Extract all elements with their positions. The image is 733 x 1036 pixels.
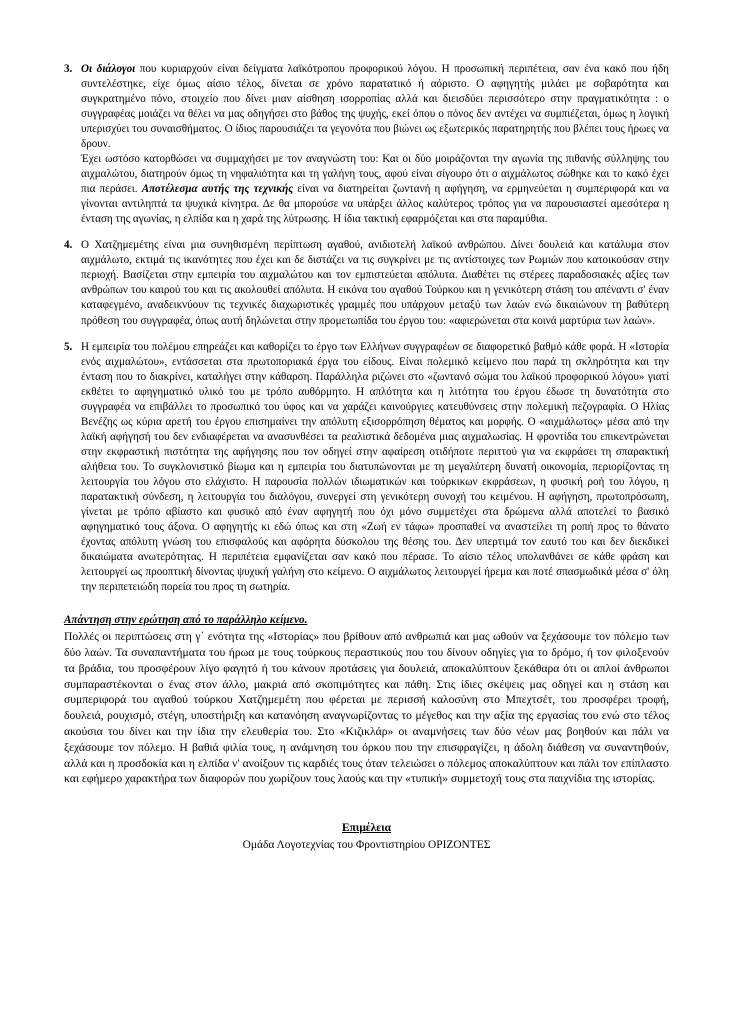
item-body-4	[81, 238, 669, 328]
footer-title: Επιμέλεια	[341, 822, 392, 835]
numbered-item-4	[64, 238, 669, 328]
item-number-3: 3.	[64, 63, 73, 75]
numbered-item-3	[64, 62, 669, 227]
document-footer	[64, 820, 669, 854]
paragraph-3-1	[81, 62, 669, 152]
document-content	[64, 62, 669, 854]
paragraph-3-2-head: Έχει ωστόσο κατορθώσει να συμμαχήσει με τον αναγνώστη του: Και οι δύο μοιράζονται την αγωνία της πιθανής σύλληψης του αιχμαλώτου, διατηρούν όμως τη νηφαλιότητα και τη γαλήνη τους, αφού είναι σίγουρο ότι ο αιχμάλωτος σώθηκε και το κακό έχει πια περάσει.	[81, 153, 669, 196]
item-body-3	[81, 62, 669, 227]
paragraph-4-1: Ο Χατζημεμέτης είναι μια συνηθισμένη περίπτωση αγαθού, ανιδιοτελή λαϊκού ανθρώπου. Δίνει δουλειά και κατάλυμα στον αιχμάλωτο, εκτιμά τις ικανότητες που έχει και δε διστάζει να τις συγκρίνει με τις αντίστοιχες των Ρωμιών που κατοικούσαν στην περιοχή. Βασίζεται στην εμπειρία του αιχμαλώτου και τον εμπιστεύεται απόλυτα. Διαθέτει τις στέρεες παραδοσιακές αξίες των ανθρώπων του καιρού του και τις ακολουθεί απόλυτα. Η εικόνα του αγαθού Τούρκου και η γενικότερη στάση του απέναντι σ' έναν καταφεγμένο, αναδεικνύουν τις τεχνικές διαχωριστικές γραμμές που υπάρχουν μεταξύ των λαών ενώ δικαιώνουν τη βαθύτερη πρόθεση του συγγραφέα, όπως αυτή δηλώνεται στην προμετωπίδα του έργου του: «αφιερώνεται στα κοινά μαρτύρια των λαών».	[81, 239, 669, 327]
item-number-5: 5.	[64, 340, 73, 353]
footer-subtitle: Ομάδα Λογοτεχνίας του Φροντιστηρίου ΟΡΙΖΟΝΤΕΣ	[242, 839, 491, 852]
paragraph-5-1: Η εμπειρία του πολέμου επηρεάζει και καθορίζει το έργο των Ελλήνων συγγραφέων σε διαφορετικό βαθμό κάθε φορά. Η «Ιστορία ενός αιχμαλώτου», εντάσσεται στα πρωτοποριακά έργα του είδους. Είναι πολεμικό κείμενο που παρά τη σκληρότητα και την ένταση που το διακρίνει, καταλήγει στην κάθαρση. Παράλληλα ριζώνει στο «ζωντανό σώμα του λαϊκού προφορικού λόγου» γιατί εκθέτει το αφηγηματικό υλικό του με τρόπο αυθόρμητο. Η απλότητα και η λιτότητα του έργου έδωσε τη δυνατότητα στο συγγραφέα να επιβάλλει το προσωπικό του ύφος και να χαράζει καινούργιες κατευθύνσεις στην πολεμική πεζογραφία. Ο Ηλίας Βενέζης ως κύρια αρετή του έργου επισημαίνει την απόλυτη εξισορρόπηση θέματος και μορφής. Ο «αιχμάλωτος» μέσα από την λαϊκή αφήγησή του δεν ενδιαφέρεται να ανασυνθέσει τα ρεαλιστικά δεδομένα μιας αιχμαλωσίας. Η φροντίδα του επικεντρώνεται στην εκφραστική πιστότητα της αφήγησης που τον οδηγεί στην αφαίρεση οτιδήποτε περιττού για να εκφράσει τη σπαρακτική αλήθεια του. Το συγκλονιστικό βίωμα και η εμπειρία του διατυπώνονται με τη μεγαλύτερη δυνατή οικονομία, περιορίζοντας τη λειτουργία του λόγου στο ελάχιστο. Η παρουσία πολλών ιδιωματικών και τούρκικων εκφράσεων, η φυσική ροή του λόγου, η παρατακτική σύνδεση, η λειτουργία του διαλόγου, συνεργεί στη γενικότερη συνοχή του κειμένου. Η αφήγηση, πρωτοπρόσωπη, γίνεται με τρόπο αβίαστο και φυσικό από έναν αφηγητή που όχι μόνο συμμετέχει στα δρώμενα αλλά αποτελεί το βασικό αφηγηματικό τους άξονα. Ο αφηγητής κι εδώ όπως και στη «Ζωή εν τάφω» προσπαθεί να αναστείλει τη ροπή προς το θάνατο έχοντας απόλυτη γνώση του επισφαλούς και αφόρητα δύσκολου της θέσης του. Δεν υπερτιμά τον εαυτό του και δεν διεκδικεί δικαιώματα ανωτερότητας. Η περιπέτεια εμφανίζεται σαν κακό που πέρασε. Το αίσιο τέλος υπολανθάνει σε κάθε φράση και λειτουργεί ως προοπτική δίνοντας ψυχική γαλήνη στο κείμενο. Ο αιχμάλωτος λειτουργεί ήρεμα και ποτέ σπασμωδικά μέσα σ' όλη την περιπετειώδη πορεία του προς τη σωτηρία.	[81, 340, 669, 594]
paragraph-3-1-text: που κυριαρχούν είναι δείγματα λαϊκότροπου προφορικού λόγου. Η προσωπική περιπέτεια, σαν ένα κακό που ήδη συντελέστηκε, είχε όμως αίσιο τέλος, δίνεται σε χρόνο παρατατικό ή αόριστο. Ο αφηγητής μιλάει με σοβαρότητα και συγκρατημένο πόνο, στοιχείο που δίνει μιαν αίσθηση ισορροπίας αλλά και διεισδύει περισσότερο στην πραγματικότητα : ο συγγραφέας μοιάζει να θέλει να μας οδηγήσει στο βάθος της ψυχής, εκεί όπου ο πόνος δεν αντέχει να συμπιέζεται, όμως η λογική υπερισχύει του συναισθήματος. Ο ίδιος παρουσιάζει τα γεγονότα που βιώνει ως εξωτερικός παρατηρητής που βλέπει τους ήρωες να δρουν.	[81, 63, 669, 151]
numbered-item-5	[64, 340, 669, 596]
inline-emphasis-3: Αποτέλεσμα αυτής της τεχνικής	[141, 183, 294, 196]
answer-paragraph: Πολλές οι περιπτώσεις στη γ΄ ενότητα της «Ιστορίας» που βρίθουν από ανθρωπιά και μας ωθούν να ξεχάσουμε τον πόλεμο των δύο λαών. Τα συναπαντήματα του ήρωα με τους τούρκους περαστικούς που του δίνουν οδηγίες για το δρόμο, ή τον φιλοξενούν τα βράδια, του προσφέρουν λίγο φαγητό ή του κάνουν προτάσεις για δουλειά, αποκαλύπτουν ξεκάθαρα ότι οι απλοί άνθρωποι συμπαραστέκονται ο ένας στον άλλο, μακριά από σκοπιμότητες και πάθη. Στις ίδιες σκέψεις μας οδηγεί και η στάση και συμπεριφορά του αγαθού τούρκου Χατζημεμέτη που φέρεται με περισσή καλοσύνη στο Μπεχτσέτ, του προσφέρει τροφή, δουλειά, ρουχισμό, στέγη, υποστήριξη και κατανόηση αναγνωρίζοντας το μέγεθος και την αξία της εργασίας του ενώ στο τέλος ακούσια του δίνει και την ίδια την ελευθερία του. Στο «Κιζικλάρ» οι αναμνήσεις των δύο νέων μας βοηθούν και πάλι να ξεχάσουμε τον πόλεμο. Η βαθιά φιλία τους, η ανάμνηση του όρκου που την επισφραγίζει, η άδολη διάθεση να συναντηθούν, αλλά και η προσδοκία και η ελπίδα ν' ανοίξουν τις καρδιές τους όταν τελειώσει ο πόλεμος αποκαλύπτουν και πάλι τον επίπλαστο και εφήμερο χαρακτήρα των διαφορών που χωρίζουν τους λαούς και την «τυπική» συμμετοχή τους στα παιχνίδια της ιστορίας.	[64, 630, 669, 786]
item-number-4: 4.	[64, 239, 73, 252]
item-body-5	[81, 340, 669, 596]
answer-section	[64, 613, 669, 787]
lead-emphasis-3: Οι διάλογοι	[81, 63, 136, 75]
answer-heading: Απάντηση στην ερώτηση από το παράλληλο κείμενο.	[64, 614, 308, 627]
paragraph-3-2	[81, 152, 669, 227]
paragraph-3-2-tail: είναι να διατηρείται ζωντανή η αφήγηση, να ερμηνεύεται η συμπεριφορά και να γίνονται αντιληπτά τα ψυχικά κίνητρα. Δε θα μπορούσε να υπάρξει άλλος καλύτερος τρόπος για να παρουσιαστεί αμεσότερα η ένταση της αγωνίας, η ελπίδα και η χαρά της λύτρωσης. Η ίδια τακτική εφαρμόζεται και στα παραμύθια.	[81, 183, 669, 226]
